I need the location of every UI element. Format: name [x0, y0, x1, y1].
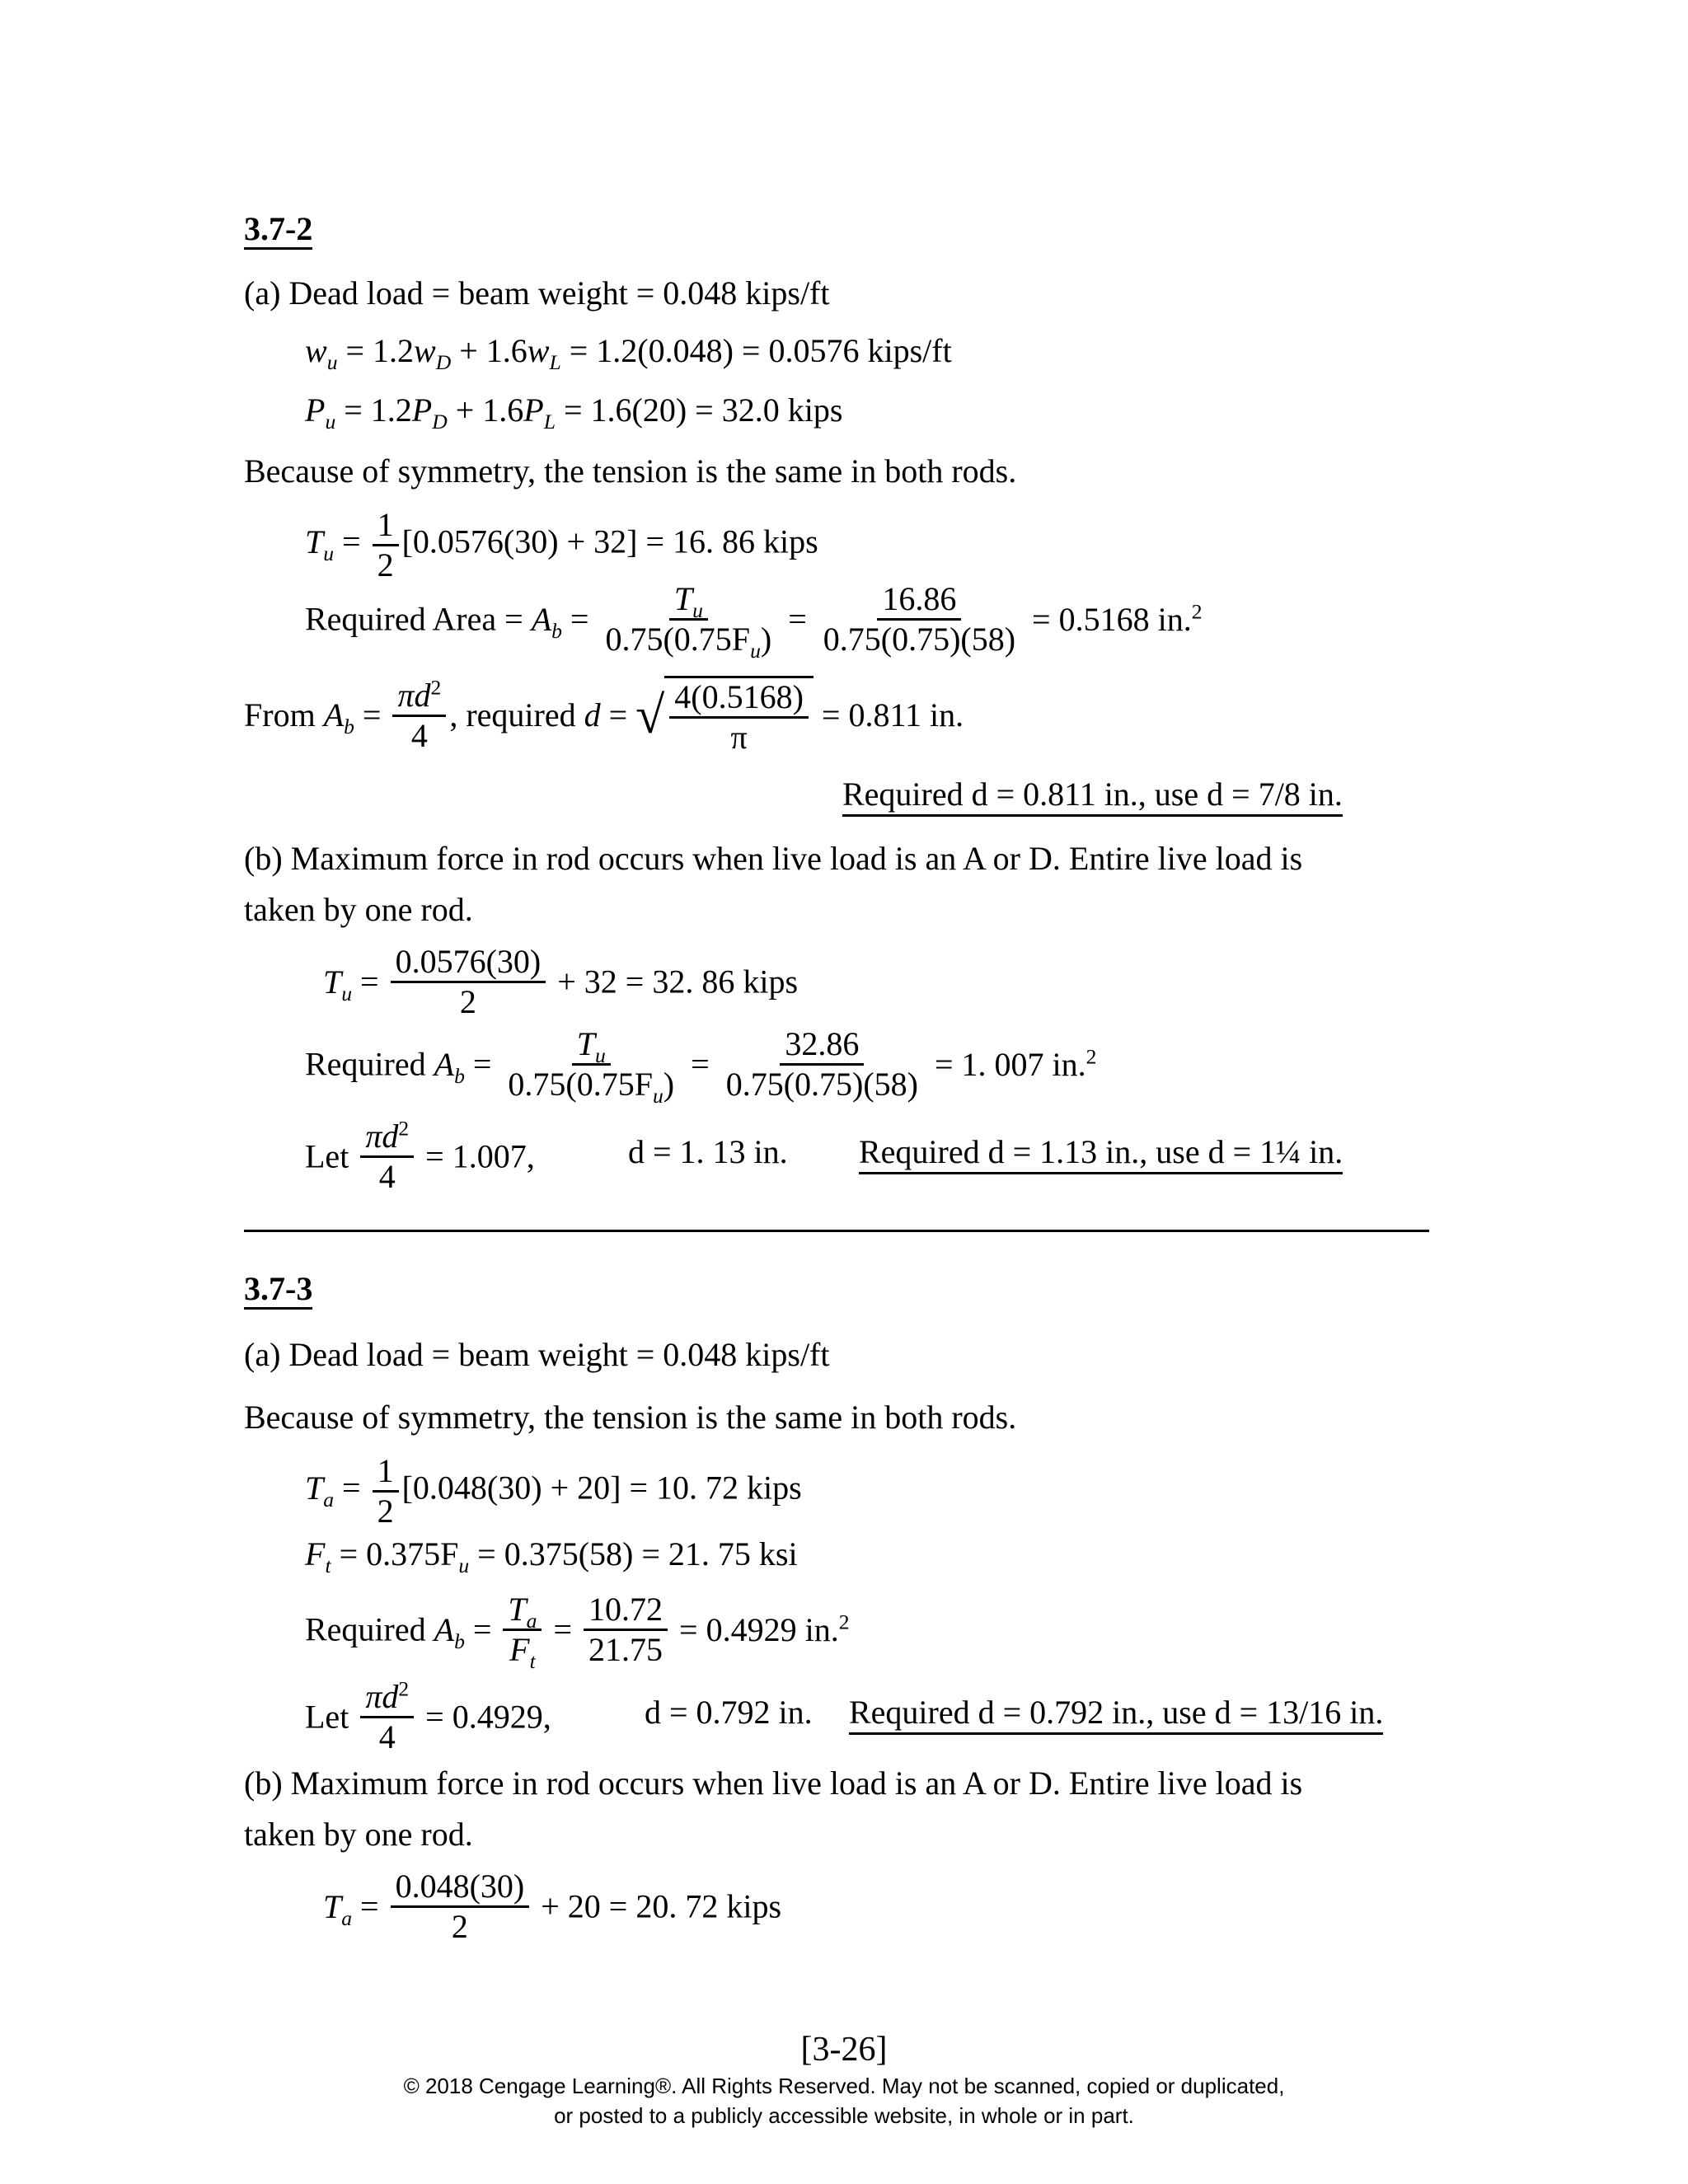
pu-equation-rhs: = 1.6(20) = 32.0 kips [555, 391, 843, 429]
required-ab-equation-3: Required $A_b$ = $\frac{T_a}{F_t}$ = $\frac{10.72}{21.75}$ = 0.4929 in.$^2$ [305, 1591, 850, 1673]
wu-equation: $w_u = 1.2w_D + 1.6w_L = 1.2(0.048) = 0.0576$ kips/ft [305, 332, 952, 374]
let-equation-2: Let $\frac{\pi d^2}{4}$ = 0.4929, [305, 1676, 551, 1755]
part-b-text-line2: taken by one rod. [244, 891, 473, 928]
copyright-line-1: © 2018 Cengage Learning®. All Rights Reserved. May not be scanned, copied or duplicated, [403, 2074, 1285, 2098]
section-heading-3-7-3: 3.7-3 [244, 1272, 312, 1310]
required-d-result-2: Required d = 1.13 in., use d = 1¼ in. [859, 1136, 1343, 1174]
required-ab-equation-2: Required $A_b$ = $\frac{T_u}{0.75(0.75F_u)}$ = $\frac{32.86}{0.75(0.75)(58)}$ = 1. 007 in.$^2$ [305, 1025, 1097, 1108]
tu2-equation: $T_u$ = $\frac{0.0576(30)}{2}$ + 32 = 32. 86 kips [323, 943, 799, 1020]
pu-equation: $P_u = 1.2P_D + 1.6P_L = 1.6(20) = 32.0$ kips [305, 391, 843, 434]
symmetry-statement: Because of symmetry, the tension is the same in both rods. [244, 452, 1017, 490]
square-root: √ $\frac{4(0.5168)}{\pi}$ [635, 676, 814, 755]
part-b-text-2-line1: (b) Maximum force in rod occurs when live load is an A or D. Entire live load is [244, 1765, 1303, 1802]
ta-equation: $T_a$ = $\frac{1}{2}$ [0.048(30) + 20] = 10. 72 kips [305, 1452, 802, 1530]
dead-load-line-2: (a) Dead load = beam weight = 0.048 kips/ft [244, 1336, 830, 1373]
tu-equation: $T_u$ = $\frac{1}{2}$ [0.0576(30) + 32] = 16. 86 kips [305, 506, 818, 583]
page-number: [3-26] [800, 2031, 888, 2069]
d-equation-1: d = 1. 13 in. [628, 1133, 788, 1170]
required-area-equation: Required Area = $A_b$ = $\frac{T_u}{0.75(0.75F_u)}$ = $\frac{16.86}{0.75(0.75)(58)}$ = 0.5168 in.$^2$ [305, 580, 1203, 663]
part-b-text-2-line2: taken by one rod. [244, 1816, 473, 1853]
required-area-label: Required Area = [305, 600, 532, 638]
numeric-fraction: $\frac{16.86}{0.75(0.75)(58)}$ [823, 580, 1016, 658]
d-equation-2: d = 0.792 in. [645, 1694, 813, 1731]
required-d-result-3: Required d = 0.792 in., use d = 13/16 in. [849, 1696, 1383, 1735]
copyright-line-2: or posted to a publicly accessible website, in whole or in part. [554, 2103, 1134, 2128]
d-result: = 0.811 in. [821, 696, 964, 733]
from-ab-equation: From $A_b$ = $\frac{\pi d^2}{4}$ , required d = √ $\frac{4(0.5168)}{\pi}$ = 0.811 in. [244, 675, 964, 756]
area-formula: $\frac{\pi d^2}{4}$ [392, 678, 446, 753]
ta2-equation: $T_a$ = $\frac{0.048(30)}{2}$ + 20 = 20. 72 kips [323, 1868, 782, 1945]
dead-load-line: (a) Dead load = beam weight = 0.048 kips/ft [244, 274, 830, 312]
ft-equation: $F_t = 0.375F_u = 0.375(58) = 21$. 75 ksi [305, 1535, 798, 1577]
section-heading-3-7-2: 3.7-2 [244, 213, 312, 250]
tu-over-capacity: $\frac{T_u}{0.75(0.75F_u)}$ [605, 580, 772, 663]
wu-equation-rhs: = 1.2(0.048) = 0.0576 kips/ft [560, 332, 952, 369]
symmetry-statement-2: Because of symmetry, the tension is the same in both rods. [244, 1399, 1017, 1436]
tu2-fraction: $\frac{0.0576(30)}{2}$ [391, 944, 546, 1019]
required-area-result: = 0.5168 in. [1032, 600, 1192, 638]
tu2-rhs: + 32 = 32. 86 kips [557, 963, 799, 1001]
let-equation-1: Let $\frac{\pi d^2}{4}$ = 1.007, [305, 1116, 535, 1195]
part-b-text-line1: (b) Maximum force in rod occurs when live load is an A or D. Entire live load is [244, 840, 1303, 877]
tu-bracket: [0.0576(30) + 32] = 16. 86 kips [401, 523, 818, 560]
half-fraction: $\frac{1}{2}$ [373, 508, 399, 583]
required-d-result-1: Required d = 0.811 in., use d = 7/8 in. [842, 778, 1343, 817]
section-divider [244, 1230, 1429, 1232]
